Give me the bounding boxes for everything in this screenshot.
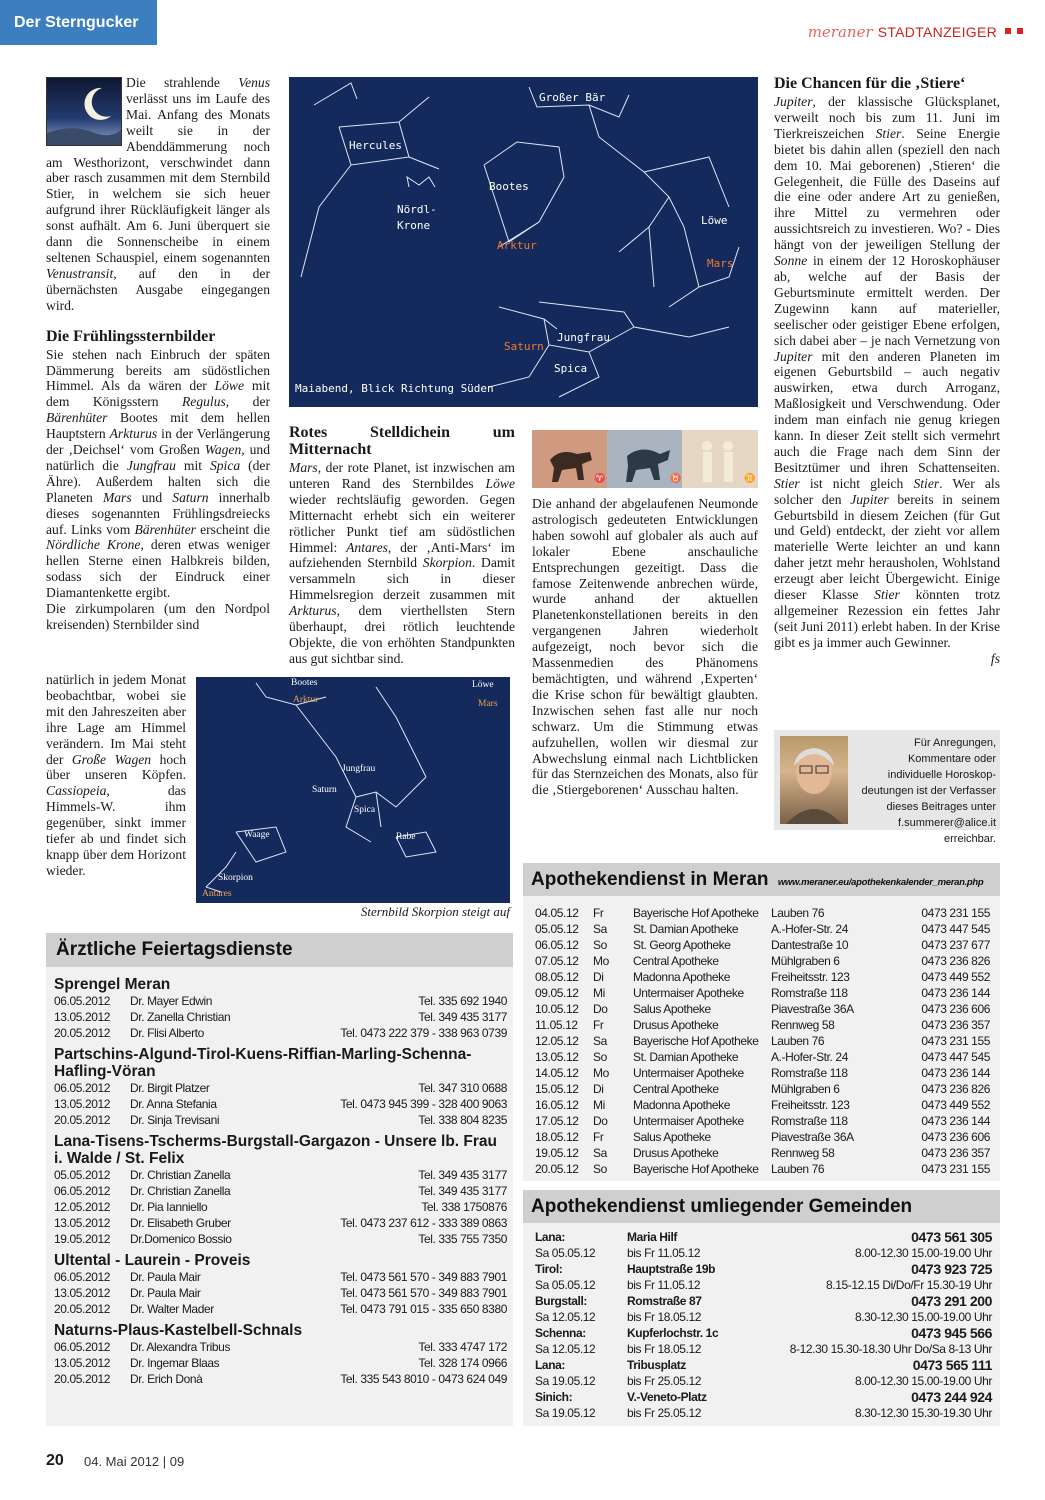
apotheke-pharmacy: Untermaiser Apotheke xyxy=(633,1066,744,1080)
apotheken-umgebung-box xyxy=(523,1190,1000,1426)
aerzte-phone: Tel. 349 435 3177 xyxy=(418,1168,507,1182)
gemeinde-detail-row xyxy=(535,1341,992,1357)
brand-caps: STADTANZEIGER xyxy=(877,24,997,40)
aerzte-row xyxy=(54,1183,507,1199)
fruehling-text: Sie stehen nach Einbruch der späten Dämmerung bereits am südöstlichen Himmel. Als da wären der Löwe mit dem Königsstern Regulus, der Bärenhüter Bootes mit dem hellen Hauptstern Arkturus in der Verlängerung der ‚Deichsel‘ vom Großen Wagen, und natürlich die Jungfrau mit Spica (der Ähre). Außerdem halten sich die Planeten Mars und Saturn innerhalb dieses sogenannten Frühlingsdreiecks auf. Links vom Bärenhüter erscheint die Nördliche Krone, deren etwas weniger hellen Sterne einen Halbkreis bilden, sodass sich der Eindruck einer Diamantenkette ergibt. xyxy=(46,346,271,601)
aries-icon: ♈ xyxy=(594,474,606,484)
apotheke-pharmacy: Madonna Apotheke xyxy=(633,970,731,984)
aerzte-row xyxy=(54,1285,507,1301)
label-jungfrau: Jungfrau xyxy=(342,764,376,774)
aerzte-doctor: Dr. Mayer Edwin xyxy=(130,994,213,1008)
aerzte-section-title: Ultental - Laurein - Proveis xyxy=(54,1252,251,1269)
apotheke-address: Lauben 76 xyxy=(771,1034,825,1048)
aerzte-phone: Tel. 328 174 0966 xyxy=(418,1356,507,1370)
label-arktur: Arktur xyxy=(497,239,537,252)
label-jungfrau: Jungfrau xyxy=(557,331,610,344)
apotheke-address: Mühlgraben 6 xyxy=(771,954,840,968)
aerzte-doctor: Dr. Anna Stefania xyxy=(130,1097,217,1111)
aerzte-row xyxy=(54,1355,507,1371)
aerzte-date: 06.05.2012 xyxy=(54,994,111,1008)
gemeinde-name: Lana: xyxy=(535,1358,566,1372)
aerzte-section-title: Sprengel Meran xyxy=(54,976,171,993)
gemeinde-to: bis Fr 18.05.12 xyxy=(627,1310,702,1324)
label-krone: Krone xyxy=(397,219,431,232)
author-box xyxy=(774,730,1000,845)
taurus-icon: ♉ xyxy=(670,474,682,484)
apotheke-row xyxy=(535,1081,990,1097)
apotheken-meran-box xyxy=(523,863,1000,1181)
aerzte-row xyxy=(54,1231,507,1247)
aerzte-doctor: Dr. Paula Mair xyxy=(130,1270,201,1284)
aerzte-section xyxy=(54,1046,507,1128)
col4-article: Die Chancen für die ‚Stiere‘ Jupiter, der klassische Glücksplanet, verweilt noch bis zum 11. Juni im Tierkreiszeichen Stier. Seine Energie bietet bis dahin allen (speziell den nach dem 10. Mai geborenen) ‚Stieren‘ die Gelegenheit, die Fülle des Daseins auf die eine oder andere Art zu genießen, ihre Mittel zu vermehren oder aussichtsreich zu investieren. Wo? - Dies hängt von der jeweiligen Stellung der Sonne in einem der 12 Horoskophäuser ab, welche auf der Basis der Geburtsminute ermittelt werden. Der Zugewinn kann auf materieller, seelischer oder geistiger Ebene erfolgen, sich dabei aber – je nach Vernetzung von Jupiter mit den anderen Planeten im eigenen Geburtsbild – auch negativ auswirken, etwa durch Arroganz, Maßlosigkeit und Verschwendung. Oder indem man einfach nie genug kriegen kann. In dieser Zeit stellt sich vermehrt auch die Frage nach dem Sinn der Besitztümer und ihren Schattenseiten. Stier ist nicht gleich Stier. Wer als solcher den Jupiter bereits in seinem Geburtsbild in diesem Zeichen (für Gut und Geld) entdeckt, der zieht vor allem materielle Werte leichter an und kann daher jetzt mehr herausholen, Wohlstand erzeugt aber leicht Übergewicht. Einige dieser Klasse Stier könnten trotz allgemeiner Rezession ein fettes Jahr (seit Juni 2011) erlebt haben. In der Krise gibt es ja immer auch Gewinner. fs xyxy=(774,75,1000,666)
apotheke-phone: 0473 236 826 xyxy=(921,1082,990,1096)
apotheke-row xyxy=(535,1065,990,1081)
aerzte-doctor: Dr. Pia Ianniello xyxy=(130,1200,208,1214)
apotheken-umgebung-table xyxy=(535,1229,992,1421)
label-saturn: Saturn xyxy=(504,340,544,353)
label-loewe: Löwe xyxy=(472,680,494,690)
apotheke-row xyxy=(535,1113,990,1129)
gemeinde-phone: 0473 291 200 xyxy=(911,1293,992,1309)
gemeinde-from: Sa 19.05.12 xyxy=(535,1374,596,1388)
apotheke-phone: 0473 447 545 xyxy=(921,922,990,936)
aerzte-doctor: Dr. Ingemar Blaas xyxy=(130,1356,220,1370)
apotheke-phone: 0473 236 144 xyxy=(921,986,990,1000)
label-spica: Spica xyxy=(354,805,376,815)
apotheke-address: Lauben 76 xyxy=(771,1162,825,1176)
heading-fruehling: Die Frühlingssternbilder xyxy=(46,327,216,345)
apotheke-date: 08.05.12 xyxy=(535,970,579,984)
apotheke-pharmacy: Drusus Apotheke xyxy=(633,1018,719,1032)
aerzte-doctor: Dr. Christian Zanella xyxy=(130,1184,231,1198)
apotheke-date: 19.05.12 xyxy=(535,1146,579,1160)
apotheke-weekday: Do xyxy=(593,1002,608,1016)
apotheke-phone: 0473 236 144 xyxy=(921,1114,990,1128)
gemeinde-to: bis Fr 25.05.12 xyxy=(627,1406,702,1420)
gemeinde-from: Sa 05.05.12 xyxy=(535,1246,596,1260)
aerzte-phone: Tel. 338 804 8235 xyxy=(418,1113,507,1127)
issue-date: 04. Mai 2012 | 09 xyxy=(84,1454,185,1469)
apotheke-phone: 0473 237 677 xyxy=(921,938,990,952)
apotheken-umgebung-header: Apothekendienst umliegender Gemeinden xyxy=(523,1190,1000,1223)
author-photo xyxy=(780,736,848,824)
aerzte-doctor: Dr. Paula Mair xyxy=(130,1286,201,1300)
gemeinde-name: Tirol: xyxy=(535,1262,563,1276)
aerzte-row xyxy=(54,1112,507,1128)
apotheke-phone: 0473 449 552 xyxy=(921,1098,990,1112)
label-waage: Waage xyxy=(244,830,270,840)
apotheke-date: 13.05.12 xyxy=(535,1050,579,1064)
aerzte-date: 20.05.2012 xyxy=(54,1302,111,1316)
gemeinde-row xyxy=(535,1325,992,1341)
apotheke-weekday: Do xyxy=(593,1114,608,1128)
aerzte-phone: Tel. 335 543 8010 - 0473 624 049 xyxy=(340,1372,507,1386)
apotheke-address: Freiheitsstr. 123 xyxy=(771,1098,850,1112)
aerzte-date: 20.05.2012 xyxy=(54,1113,111,1127)
aerzte-date: 20.05.2012 xyxy=(54,1026,111,1040)
aerzte-row xyxy=(54,1199,507,1215)
apotheke-phone: 0473 231 155 xyxy=(921,906,990,920)
star-chart-skorpion xyxy=(196,677,510,903)
apotheke-phone: 0473 236 606 xyxy=(921,1130,990,1144)
aerzte-date: 13.05.2012 xyxy=(54,1097,111,1111)
aerzte-section xyxy=(54,976,507,1041)
gemeinde-name: Schenna: xyxy=(535,1326,586,1340)
apotheke-address: Rennweg 58 xyxy=(771,1018,835,1032)
apotheke-weekday: Di xyxy=(593,1082,604,1096)
apotheke-pharmacy: Untermaiser Apotheke xyxy=(633,986,744,1000)
aerzte-section xyxy=(54,1252,507,1317)
aerzte-row xyxy=(54,1080,507,1096)
apotheke-row xyxy=(535,1001,990,1017)
gemeinde-hours: 8.00-12.30 15.00-19.00 Uhr xyxy=(854,1374,992,1388)
apotheke-phone: 0473 236 606 xyxy=(921,1002,990,1016)
apotheken-meran-title: Apothekendienst in Meran xyxy=(531,869,769,890)
apotheke-pharmacy: Salus Apotheke xyxy=(633,1002,711,1016)
apotheke-row xyxy=(535,905,990,921)
brand-logo xyxy=(808,22,997,41)
apotheke-pharmacy: St. Damian Apotheke xyxy=(633,1050,739,1064)
apotheke-row xyxy=(535,1145,990,1161)
apotheke-address: Rennweg 58 xyxy=(771,1146,835,1160)
apotheke-pharmacy: Untermaiser Apotheke xyxy=(633,1114,744,1128)
aerzte-row xyxy=(54,1301,507,1317)
apotheke-phone: 0473 231 155 xyxy=(921,1162,990,1176)
apotheke-phone: 0473 231 155 xyxy=(921,1034,990,1048)
apotheke-address: A.-Hofer-Str. 24 xyxy=(771,922,848,936)
signature: fs xyxy=(990,650,1000,666)
apotheke-address: Dantestraße 10 xyxy=(771,938,849,952)
apotheke-weekday: Sa xyxy=(593,1146,607,1160)
aerzte-phone: Tel. 0473 791 015 - 335 650 8380 xyxy=(340,1302,507,1316)
apotheken-meran-table xyxy=(535,905,990,1177)
aerzte-section-title: Naturns-Plaus-Kastelbell-Schnals xyxy=(54,1322,303,1339)
aerzte-date: 12.05.2012 xyxy=(54,1200,111,1214)
apotheke-weekday: So xyxy=(593,1050,607,1064)
gemeinde-hours: 8.30-12.30 15.00-19.00 Uhr xyxy=(854,1310,992,1324)
gemeinde-detail-row xyxy=(535,1277,992,1293)
apotheke-weekday: Mi xyxy=(593,1098,605,1112)
apotheke-weekday: Fr xyxy=(593,1018,604,1032)
gemeinde-detail-row xyxy=(535,1245,992,1261)
apotheke-row xyxy=(535,1097,990,1113)
aerzte-doctor: Dr. Zanella Christian xyxy=(130,1010,231,1024)
apotheke-pharmacy: Salus Apotheke xyxy=(633,1130,711,1144)
aerzte-date: 13.05.2012 xyxy=(54,1356,111,1370)
aerzte-row xyxy=(54,1269,507,1285)
gemeinde-detail-row xyxy=(535,1405,992,1421)
aerzte-section-title: Partschins-Algund-Tirol-Kuens-Riffian-Marling-Schenna-Hafling-Vöran xyxy=(54,1046,472,1080)
section-tab: Der Sterngucker xyxy=(0,0,157,45)
aerzte-phone: Tel. 335 755 7350 xyxy=(418,1232,507,1246)
gemeinde-apotheke: V.-Veneto-Platz xyxy=(627,1390,707,1404)
apotheke-weekday: Sa xyxy=(593,922,607,936)
label-grosser-baer: Großer Bär xyxy=(539,91,606,104)
label-rabe: Rabe xyxy=(396,832,416,842)
gemeinde-phone: 0473 561 305 xyxy=(911,1229,992,1245)
apotheke-address: Mühlgraben 6 xyxy=(771,1082,840,1096)
brand-script: meraner xyxy=(807,23,873,41)
label-skorpion: Skorpion xyxy=(218,873,253,883)
apotheken-meran-url[interactable]: www.meraner.eu/apothekenkalender_meran.php xyxy=(777,877,984,888)
apotheke-pharmacy: Bayerische Hof Apotheke xyxy=(633,1162,759,1176)
gemeinde-row xyxy=(535,1229,992,1245)
heading-stiere: Die Chancen für die ‚Stiere‘ xyxy=(774,75,966,92)
label-spica: Spica xyxy=(554,362,588,375)
gemeinde-apotheke: Romstraße 87 xyxy=(627,1294,702,1308)
apotheke-row xyxy=(535,1033,990,1049)
aerzte-date: 13.05.2012 xyxy=(54,1286,111,1300)
aerzte-date: 13.05.2012 xyxy=(54,1216,111,1230)
gemeinde-to: bis Fr 11.05.12 xyxy=(627,1278,701,1292)
apotheke-date: 04.05.12 xyxy=(535,906,579,920)
label-antares: Antares xyxy=(202,889,232,899)
gemeinde-to: bis Fr 25.05.12 xyxy=(627,1374,702,1388)
apotheke-phone: 0473 449 552 xyxy=(921,970,990,984)
label-mars: Mars xyxy=(478,699,498,709)
apotheke-address: A.-Hofer-Str. 24 xyxy=(771,1050,848,1064)
aerzte-phone: Tel. 0473 222 379 - 338 963 0739 xyxy=(340,1026,507,1040)
label-bootes: Bootes xyxy=(291,678,318,688)
aerzte-phone: Tel. 333 4747 172 xyxy=(418,1340,507,1354)
gemeinde-phone: 0473 945 566 xyxy=(911,1325,992,1341)
gemeinde-hours: 8.15-12.15 Di/Do/Fr 15.30-19 Uhr xyxy=(826,1278,992,1292)
apotheke-date: 17.05.12 xyxy=(535,1114,579,1128)
zirkumpolar-text: Die zirkumpolaren (um den Nordpol kreisenden) Sternbilder sind xyxy=(46,601,270,632)
apotheke-weekday: Mo xyxy=(593,954,609,968)
apotheke-weekday: Sa xyxy=(593,1034,607,1048)
gemeinde-row xyxy=(535,1293,992,1309)
gemeinde-name: Burgstall: xyxy=(535,1294,588,1308)
aerzte-date: 19.05.2012 xyxy=(54,1232,111,1246)
aerzte-date: 06.05.2012 xyxy=(54,1081,111,1095)
apotheke-address: Romstraße 118 xyxy=(771,986,848,1000)
aerzte-phone: Tel. 335 692 1940 xyxy=(418,994,507,1008)
apotheke-date: 10.05.12 xyxy=(535,1002,579,1016)
aerzte-doctor: Dr. Erich Donà xyxy=(130,1372,203,1386)
aerzte-date: 06.05.2012 xyxy=(54,1270,111,1284)
apotheke-weekday: So xyxy=(593,938,607,952)
aerzte-row xyxy=(54,1371,507,1387)
apotheke-row xyxy=(535,953,990,969)
aerzte-sections xyxy=(46,967,513,1387)
label-arktur: Arktur xyxy=(293,695,319,705)
aerzte-row xyxy=(54,1096,507,1112)
col2-article: Rotes Stelldichein um Mitternacht Mars, der rote Planet, ist inzwischen am unteren Rand des Sternbildes Löwe wieder rechtsläufig geworden. Gegen Mitternacht erhebt sich ein weiterer rötlicher Punkt tief am südöstlichen Himmel: Antares, der ‚Anti-Mars‘ im aufziehenden Sternbild Skorpion. Damit versammeln sich in dieser Himmelsregion derzeit zusammen mit Arkturus, dem vierthellsten Stern überhaupt, drei rötlich leuchtende Objekte, die von erhöhten Standpunkten aus gut sichtbar sind. xyxy=(289,424,515,666)
aerzte-doctor: Dr. Alexandra Tribus xyxy=(130,1340,231,1354)
chart2-caption: Sternbild Skorpion steigt auf xyxy=(360,904,510,919)
zodiac-picture xyxy=(532,430,758,488)
aerzte-doctor: Dr. Flisi Alberto xyxy=(130,1026,204,1040)
gemeinde-from: Sa 12.05.12 xyxy=(535,1310,596,1324)
gemeinde-phone: 0473 244 924 xyxy=(911,1389,992,1405)
author-email[interactable]: f.summerer@alice.it xyxy=(898,817,996,829)
aerzte-row xyxy=(54,1025,507,1041)
aerzte-phone: Tel. 349 435 3177 xyxy=(418,1010,507,1024)
gemeinde-apotheke: Tribusplatz xyxy=(627,1358,686,1372)
aerzte-phone: Tel. 347 310 0688 xyxy=(418,1081,507,1095)
apotheke-address: Piavestraße 36A xyxy=(771,1130,854,1144)
apotheke-row xyxy=(535,1049,990,1065)
author-contact: Für Anregungen, Kommentare oder individuelle Horoskop- deutungen ist der Verfasser dieses Beitrages unter f.summerer@alice.it erreichbar. xyxy=(850,735,996,847)
apotheke-row xyxy=(535,937,990,953)
gemeinde-name: Lana: xyxy=(535,1230,566,1244)
apotheke-phone: 0473 236 826 xyxy=(921,954,990,968)
apotheke-row xyxy=(535,985,990,1001)
aerzte-header: Ärztliche Feiertagsdienste xyxy=(46,933,513,967)
aerzte-date: 05.05.2012 xyxy=(54,1168,111,1182)
aerzte-section-title: Lana-Tisens-Tscherms-Burgstall-Gargazon - Unsere lb. Frau i. Walde / St. Felix xyxy=(54,1133,497,1167)
apotheke-phone: 0473 236 357 xyxy=(921,1146,990,1160)
apotheke-pharmacy: St. Georg Apotheke xyxy=(633,938,731,952)
apotheke-date: 09.05.12 xyxy=(535,986,579,1000)
apotheke-row xyxy=(535,921,990,937)
gemeinde-name: Sinich: xyxy=(535,1390,573,1404)
aerzte-doctor: Dr. Christian Zanella xyxy=(130,1168,231,1182)
gemeinde-to: bis Fr 18.05.12 xyxy=(627,1342,702,1356)
apotheke-pharmacy: Drusus Apotheke xyxy=(633,1146,719,1160)
apotheke-date: 20.05.12 xyxy=(535,1162,579,1176)
gemeinde-hours: 8.00-12.30 15.00-19.00 Uhr xyxy=(854,1246,992,1260)
gemeinde-hours: 8.30-12.30 15.30-19.30 Uhr xyxy=(854,1406,992,1420)
aerzte-doctor: Dr. Birgit Platzer xyxy=(130,1081,210,1095)
apotheke-row xyxy=(535,1129,990,1145)
aerzte-row xyxy=(54,1215,507,1231)
aerzte-doctor: Dr. Sinja Trevisani xyxy=(130,1113,220,1127)
star-chart-main xyxy=(289,77,758,407)
label-hercules: Hercules xyxy=(349,139,402,152)
apotheke-pharmacy: Bayerische Hof Apotheke xyxy=(633,906,759,920)
apotheke-pharmacy: St. Damian Apotheke xyxy=(633,922,739,936)
col3-text: Die anhand der abgelaufenen Neumonde astrologisch gedeuteten Entwicklungen haben sowohl auf globaler als auch auf lokaler Ebene anschauliche Entsprechungen gezeitigt. Dass die famose Zeitenwende anbrechen würde, wurde anhand der aktuellen Planetenkonstellationen bereits in den vergangenen Jahren wiederholt aufgezeigt, noch bevor sich die Massenmedien des Phänomens bemächtigten, und während ‚Experten‘ die Krise schon für bewältigt glaubten. Inzwischen sehen fast alle nur noch schwarz. Um die Stimmung etwas aufzuhellen, wollen wir diesmal zur Abwechslung einmal nach Lichtblicken für das Sternzeichen des Monats, also für die ‚Stiergeborenen‘ Ausschau halten. xyxy=(532,496,758,798)
aerzte-doctor: Dr. Walter Mader xyxy=(130,1302,214,1316)
apotheke-pharmacy: Central Apotheke xyxy=(633,1082,719,1096)
gemeinde-phone: 0473 923 725 xyxy=(911,1261,992,1277)
apotheke-weekday: Mo xyxy=(593,1066,609,1080)
apotheke-date: 15.05.12 xyxy=(535,1082,579,1096)
apotheke-address: Romstraße 118 xyxy=(771,1114,848,1128)
apotheke-pharmacy: Madonna Apotheke xyxy=(633,1098,731,1112)
gemeinde-row xyxy=(535,1357,992,1373)
label-saturn: Saturn xyxy=(312,785,337,795)
gemeinde-apotheke: Kupferlochstr. 1c xyxy=(627,1326,719,1340)
gemeinde-phone: 0473 565 111 xyxy=(912,1357,992,1373)
aerzte-section xyxy=(54,1133,507,1247)
gemeinde-detail-row xyxy=(535,1373,992,1389)
apotheke-pharmacy: Central Apotheke xyxy=(633,954,719,968)
gemeinde-row xyxy=(535,1261,992,1277)
aerzte-row xyxy=(54,993,507,1009)
aerzte-phone: Tel. 349 435 3177 xyxy=(418,1184,507,1198)
gemeinde-apotheke: Hauptstraße 19b xyxy=(627,1262,716,1276)
aerzte-phone: Tel. 0473 945 399 - 328 400 9063 xyxy=(340,1097,507,1111)
aerzte-doctor: Dr.Domenico Bossio xyxy=(130,1232,232,1246)
apotheke-date: 11.05.12 xyxy=(535,1018,578,1032)
apotheke-date: 16.05.12 xyxy=(535,1098,579,1112)
apotheke-date: 18.05.12 xyxy=(535,1130,579,1144)
gemeinde-from: Sa 05.05.12 xyxy=(535,1278,596,1292)
apotheke-phone: 0473 236 144 xyxy=(921,1066,990,1080)
aerzte-doctor: Dr. Elisabeth Gruber xyxy=(130,1216,231,1230)
aerzte-row xyxy=(54,1009,507,1025)
label-bootes: Bootes xyxy=(489,180,529,193)
gemeinde-apotheke: Maria Hilf xyxy=(627,1230,678,1244)
apotheke-row xyxy=(535,1161,990,1177)
label-noerdl: Nördl- xyxy=(397,203,437,216)
aerzte-date: 06.05.2012 xyxy=(54,1340,111,1354)
apotheke-date: 05.05.12 xyxy=(535,922,579,936)
apotheke-weekday: Fr xyxy=(593,906,604,920)
gemini-icon: ♊ xyxy=(744,474,756,484)
aerzte-row xyxy=(54,1339,507,1355)
heading-rotes: Rotes Stelldichein um Mitternacht xyxy=(289,424,515,458)
apotheke-weekday: Fr xyxy=(593,1130,604,1144)
apotheke-weekday: So xyxy=(593,1162,607,1176)
aerzte-box xyxy=(46,933,513,1426)
apotheke-address: Lauben 76 xyxy=(771,906,825,920)
aerzte-phone: Tel. 338 1750876 xyxy=(421,1200,507,1214)
aerzte-section xyxy=(54,1322,507,1387)
gemeinde-from: Sa 19.05.12 xyxy=(535,1406,596,1420)
apotheke-row xyxy=(535,969,990,985)
apotheke-date: 06.05.12 xyxy=(535,938,579,952)
brand-squares xyxy=(1005,28,1027,34)
apotheke-phone: 0473 236 357 xyxy=(921,1018,990,1032)
label-mars: Mars xyxy=(707,257,734,270)
apotheke-phone: 0473 447 545 xyxy=(921,1050,990,1064)
zirkumpolar-text-cont: natürlich in jedem Monat beobachtbar, wobei sie mit den Jahreszeiten aber ihre Lage am Himmel verändern. Im Mai steht der Große Wagen hoch über unseren Köpfen. Cassiopeia, das Himmels-W. ihm gegenüber, sinkt immer tiefer ab und findet sich knapp über dem Horizont wieder. xyxy=(46,672,186,878)
apotheke-pharmacy: Bayerische Hof Apotheke xyxy=(633,1034,759,1048)
gemeinde-from: Sa 12.05.12 xyxy=(535,1342,596,1356)
gemeinde-row xyxy=(535,1389,992,1405)
gemeinde-hours: 8-12.30 15.30-18.30 Uhr Do/Sa 8-13 Uhr xyxy=(789,1342,992,1356)
gemeinde-detail-row xyxy=(535,1309,992,1325)
gemeinde-to: bis Fr 11.05.12 xyxy=(627,1246,701,1260)
aerzte-phone: Tel. 0473 561 570 - 349 883 7901 xyxy=(340,1286,507,1300)
apotheke-address: Freiheitsstr. 123 xyxy=(771,970,850,984)
apotheke-date: 07.05.12 xyxy=(535,954,579,968)
apotheke-date: 12.05.12 xyxy=(535,1034,579,1048)
intro-text: Die strahlende Venus verlässt uns im Laufe des Mai. Anfang des Monats weilt sie in der Abenddämmerung noch am Westhorizont, verschwindet dann aber rasch zusammen mit dem Sternbild Stier, in welchem sie sich heuer aufgrund ihrer Rückläufigkeit länger als sonst aufhält. Am 6. Juni überquert sie dann die Sonnenscheibe in einem seltenen Schauspiel, einem sogenannten Venustransit, auf den in der übernächsten Ausgabe eingegangen wird. Die Frühlingssternbilder Sie stehen nach Einbruch der späten Dämmerung bereits am südöstlichen Himmel. Als da wären der Löwe mit dem Königsstern Regulus, der Bärenhüter Bootes mit dem hellen Hauptstern Arkturus in der Verlängerung der ‚Deichsel‘ vom Großen Wagen, und natürlich die Jungfrau mit Spica (der Ähre). Außerdem halten sich die Planeten Mars und Saturn innerhalb dieses sogenannten Frühlingsdreiecks auf. Links vom Bärenhüter erscheint die Nördliche Krone, deren etwas weniger hellen Sterne einen Halbkreis bilden, sodass sich der Eindruck einer Diamantenkette ergibt. Die zirkumpolaren (um den Nordpol kreisenden) Sternbilder sind xyxy=(46,75,271,632)
chart-caption: Maiabend, Blick Richtung Süden xyxy=(295,382,494,395)
aerzte-phone: Tel. 0473 237 612 - 333 389 0863 xyxy=(340,1216,507,1230)
apotheke-address: Romstraße 118 xyxy=(771,1066,848,1080)
apotheke-row xyxy=(535,1017,990,1033)
apotheken-meran-header xyxy=(523,863,1000,896)
aerzte-date: 20.05.2012 xyxy=(54,1372,111,1386)
aerzte-phone: Tel. 0473 561 570 - 349 883 7901 xyxy=(340,1270,507,1284)
apotheke-date: 14.05.12 xyxy=(535,1066,579,1080)
apotheke-weekday: Di xyxy=(593,970,604,984)
apotheke-address: Piavestraße 36A xyxy=(771,1002,854,1016)
apotheke-weekday: Mi xyxy=(593,986,605,1000)
aerzte-row xyxy=(54,1167,507,1183)
aerzte-date: 13.05.2012 xyxy=(54,1010,111,1024)
aerzte-date: 06.05.2012 xyxy=(54,1184,111,1198)
page-number: 20 xyxy=(46,1452,64,1469)
label-loewe: Löwe xyxy=(701,214,728,227)
